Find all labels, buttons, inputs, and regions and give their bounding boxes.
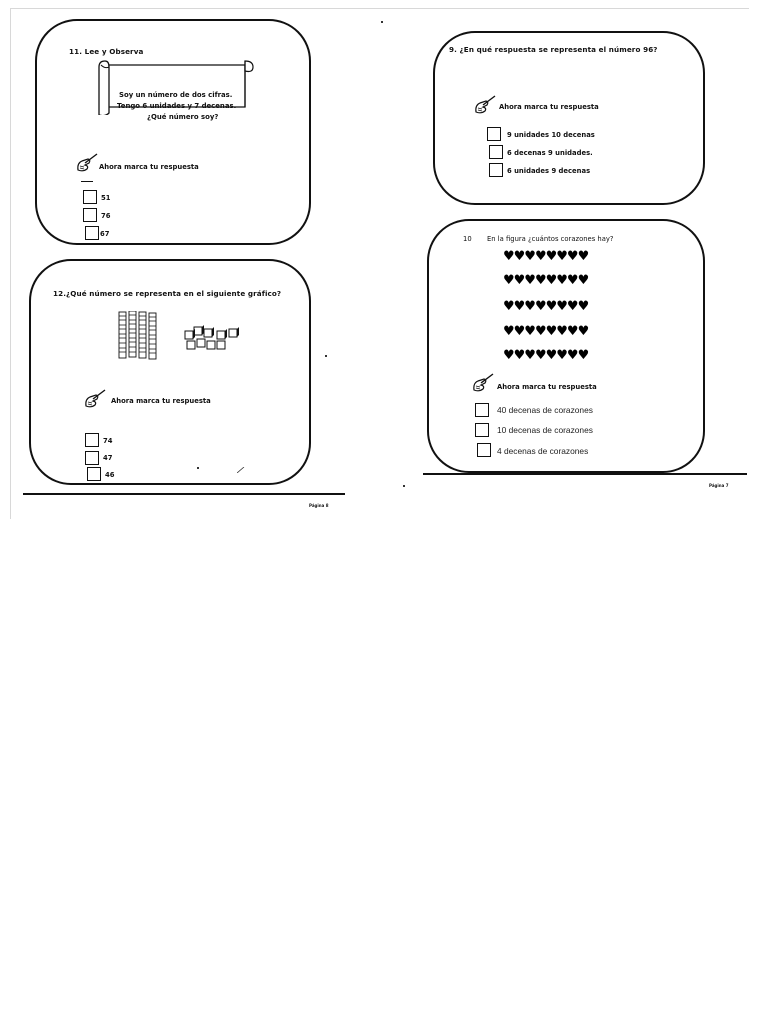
answer-option-74: 74 bbox=[103, 437, 113, 445]
pencil-hand-icon bbox=[471, 373, 495, 393]
answer-option-51: 51 bbox=[101, 194, 111, 202]
worksheet-page bbox=[10, 8, 749, 519]
answer-checkbox-76[interactable] bbox=[83, 208, 97, 222]
scroll-line-3: ¿Qué número soy? bbox=[147, 113, 219, 121]
heart-row-3: ♥♥♥♥♥♥♥♥ bbox=[503, 299, 589, 314]
scan-mark bbox=[237, 467, 245, 473]
question-9-card bbox=[433, 31, 705, 205]
heart-row-4: ♥♥♥♥♥♥♥♥ bbox=[503, 324, 589, 339]
answer-checkbox-option-1[interactable] bbox=[487, 127, 501, 141]
pencil-hand-icon bbox=[473, 95, 497, 115]
question-10-number: 10 bbox=[463, 235, 472, 243]
question-12-card bbox=[29, 259, 311, 485]
heart-row-1: ♥♥♥♥♥♥♥♥ bbox=[503, 249, 589, 264]
scan-speck bbox=[403, 485, 405, 487]
scroll-line-2: Tengo 6 unidades y 7 decenas. bbox=[117, 102, 237, 110]
answer-instruction: Ahora marca tu respuesta bbox=[111, 397, 211, 405]
answer-instruction: Ahora marca tu respuesta bbox=[499, 103, 599, 111]
answer-checkbox-option-3[interactable] bbox=[477, 443, 491, 457]
answer-checkbox-option-2[interactable] bbox=[489, 145, 503, 159]
answer-instruction: Ahora marca tu respuesta bbox=[497, 383, 597, 391]
answer-option-3: 6 unidades 9 decenas bbox=[507, 167, 591, 175]
answer-option-67: 67 bbox=[100, 230, 110, 238]
heart-row-2: ♥♥♥♥♥♥♥♥ bbox=[503, 273, 589, 288]
question-11-card bbox=[35, 19, 311, 245]
page-divider-line bbox=[23, 493, 345, 495]
answer-checkbox-67[interactable] bbox=[85, 226, 99, 240]
answer-option-76: 76 bbox=[101, 212, 111, 220]
answer-option-46: 46 bbox=[105, 471, 115, 479]
question-10-card bbox=[427, 219, 705, 473]
question-9-title: 9. ¿En qué respuesta se representa el número 96? bbox=[449, 45, 658, 54]
pencil-hand-icon bbox=[83, 389, 107, 409]
page-divider-line bbox=[423, 473, 747, 475]
answer-checkbox-option-1[interactable] bbox=[475, 403, 489, 417]
answer-option-1: 40 decenas de corazones bbox=[497, 405, 593, 415]
page-number-right: Página 7 bbox=[709, 483, 729, 488]
page-number-left: Página 8 bbox=[309, 503, 329, 508]
answer-option-2: 10 decenas de corazones bbox=[497, 425, 593, 435]
answer-instruction: Ahora marca tu respuesta bbox=[99, 163, 199, 171]
answer-checkbox-46[interactable] bbox=[87, 467, 101, 481]
scroll-line-1: Soy un número de dos cifras. bbox=[119, 91, 233, 99]
answer-checkbox-74[interactable] bbox=[85, 433, 99, 447]
heart-row-5: ♥♥♥♥♥♥♥♥ bbox=[503, 348, 589, 363]
answer-checkbox-option-3[interactable] bbox=[489, 163, 503, 177]
base-ten-blocks-graphic bbox=[117, 311, 267, 361]
answer-checkbox-47[interactable] bbox=[85, 451, 99, 465]
answer-checkbox-option-2[interactable] bbox=[475, 423, 489, 437]
answer-option-47: 47 bbox=[103, 454, 113, 462]
answer-option-2: 6 decenas 9 unidades. bbox=[507, 149, 593, 157]
scan-speck bbox=[381, 21, 383, 23]
answer-checkbox-51[interactable] bbox=[83, 190, 97, 204]
question-11-title: 11. Lee y Observa bbox=[69, 47, 144, 56]
question-12-title: 12.¿Qué número se representa en el siguiente gráfico? bbox=[53, 289, 282, 298]
answer-option-1: 9 unidades 10 decenas bbox=[507, 131, 595, 139]
answer-option-3: 4 decenas de corazones bbox=[497, 446, 589, 456]
pencil-hand-icon bbox=[75, 153, 99, 173]
scan-speck bbox=[197, 467, 199, 469]
question-10-title: En la figura ¿cuántos corazones hay? bbox=[487, 235, 614, 243]
scan-speck bbox=[325, 355, 327, 357]
